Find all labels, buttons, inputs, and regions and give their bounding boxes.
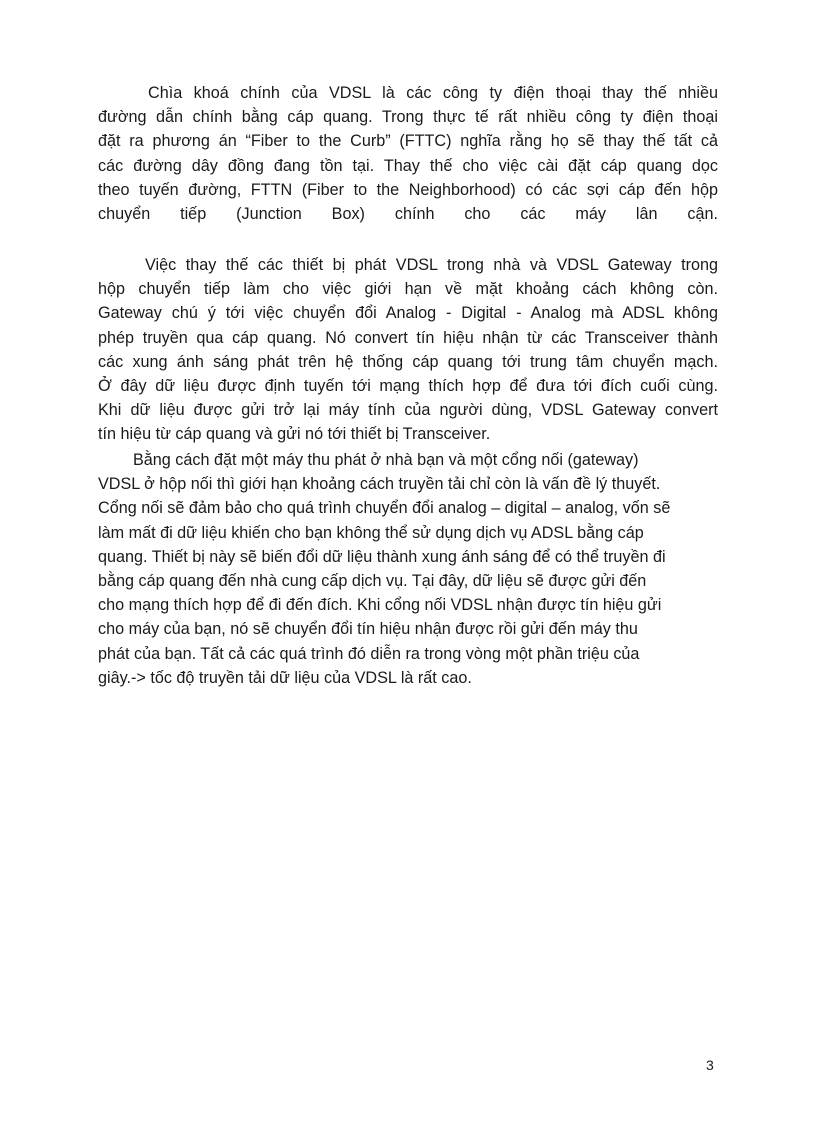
paragraph-line: VDSL ở hộp nối thì giới hạn khoảng cách truyền tải chỉ còn là vấn đề lý thuyết. <box>98 475 661 494</box>
paragraph-line: cho máy của bạn, nó sẽ chuyển đổi tín hiệu nhận được rồi gửi đến máy thu <box>98 620 638 639</box>
paragraph-line: cho mạng thích hợp để đi đến đích. Khi cổng nối VDSL nhận được tín hiệu gửi <box>98 596 662 615</box>
paragraph-line: chuyển tiếp (Junction Box) chính cho các máy lân cận. <box>98 205 718 224</box>
paragraph-line: hộp chuyển tiếp làm cho việc giới hạn về mặt khoảng cách không còn. <box>98 280 718 299</box>
paragraph-line: phép truyền qua cáp quang. Nó convert tín hiệu nhận từ các Transceiver thành <box>98 328 718 347</box>
paragraph-line: phát của bạn. Tất cả các quá trình đó diễn ra trong vòng một phần triệu của <box>98 644 640 663</box>
paragraph-line: Khi dữ liệu được gửi trở lại máy tính của người dùng, VDSL Gateway convert <box>98 401 718 420</box>
paragraph-line: Cổng nối sẽ đảm bảo cho quá trình chuyển đổi analog – digital – analog, vốn sẽ <box>98 499 671 518</box>
page-number: 3 <box>706 1057 714 1073</box>
paragraph-line: quang. Thiết bị này sẽ biến đổi dữ liệu thành xung ánh sáng để có thể truyền đi <box>98 547 666 566</box>
paragraph-line: các xung ánh sáng phát trên hệ thống cáp quang tới trung tâm chuyển mạch. <box>98 352 718 371</box>
paragraph-line: Bằng cách đặt một máy thu phát ở nhà bạn và một cổng nối (gateway) <box>133 451 639 469</box>
paragraph-line: làm mất đi dữ liệu khiến cho bạn không thể sử dụng dịch vụ ADSL bằng cáp <box>98 523 644 542</box>
paragraph-line: đường dẫn chính bằng cáp quang. Trong thực tế rất nhiều công ty điện thoại <box>98 108 718 127</box>
paragraph-line: Ở đây dữ liệu được định tuyến tới mạng thích hợp để đưa tới đích cuối cùng. <box>98 377 718 396</box>
paragraph-line: đặt ra phương án “Fiber to the Curb” (FTTC) nghĩa rằng họ sẽ thay thế tất cả <box>98 132 718 151</box>
paragraph-line: Việc thay thế các thiết bị phát VDSL trong nhà và VDSL Gateway trong <box>145 256 718 274</box>
paragraph-line: giây.-> tốc độ truyền tải dữ liệu của VDSL là rất cao. <box>98 668 472 687</box>
paragraph-line: theo tuyến đường, FTTN (Fiber to the Neighborhood) có các sợi cáp đến hộp <box>98 180 718 199</box>
paragraph-1 <box>98 81 718 226</box>
paragraph-line: bằng cáp quang đến nhà cung cấp dịch vụ. Tại đây, dữ liệu sẽ được gửi đến <box>98 572 647 591</box>
paragraph-line: Gateway chú ý tới việc chuyển đổi Analog - Digital - Analog mà ADSL không <box>98 304 718 323</box>
paragraph-line: các đường dây đồng đang tồn tại. Thay thế cho việc cài đặt cáp quang dọc <box>98 156 718 175</box>
paragraph-2 <box>98 253 718 447</box>
paragraph-3 <box>98 448 738 690</box>
paragraph-line: Chìa khoá chính của VDSL là các công ty điện thoại thay thế nhiều <box>148 84 718 102</box>
paragraph-line: tín hiệu từ cáp quang và gửi nó tới thiết bị Transceiver. <box>98 425 491 444</box>
